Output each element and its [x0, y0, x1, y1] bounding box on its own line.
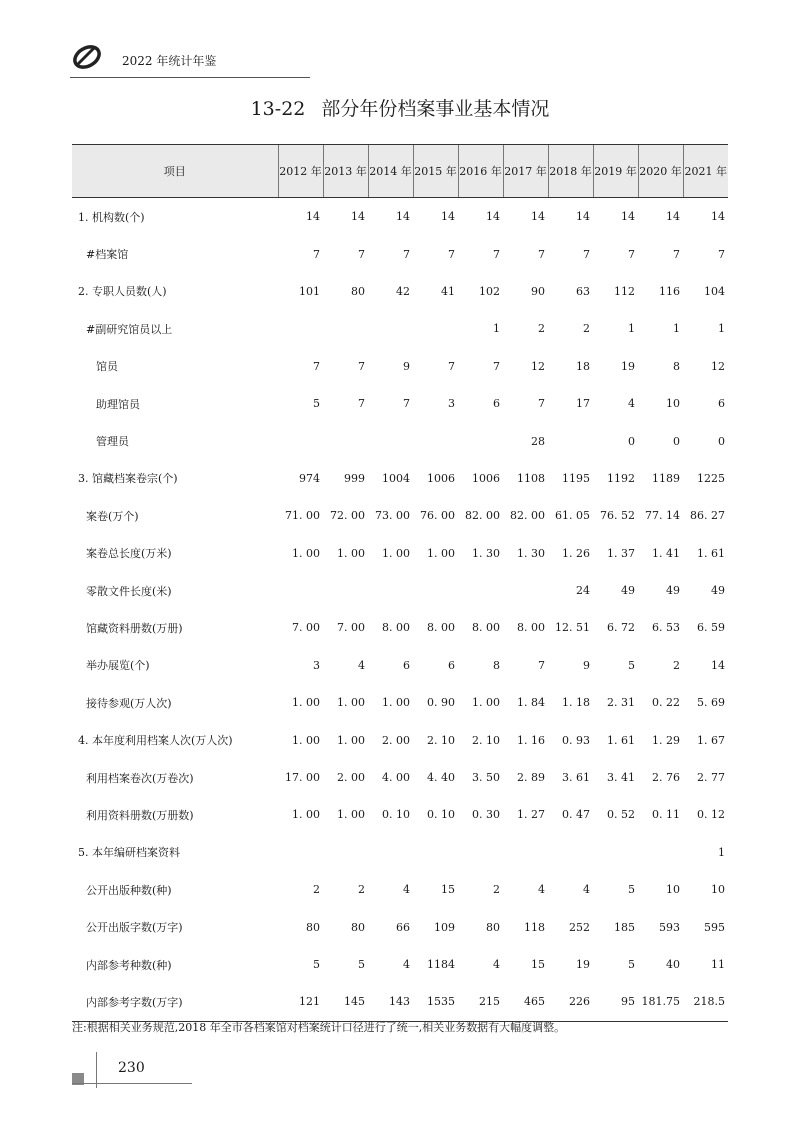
table-cell: 5 — [628, 958, 635, 971]
table-cell — [278, 310, 323, 347]
table-cell: 49 — [666, 584, 680, 598]
table-cell — [413, 572, 458, 609]
table-cell: 112 — [614, 284, 635, 298]
table-cell: 595 — [704, 920, 725, 934]
table-cell: 8. 00 — [517, 621, 545, 635]
table-cell: 12 — [711, 359, 725, 373]
table-cell: 2 — [358, 883, 365, 897]
table-cell: 12 — [531, 359, 545, 373]
row-label: 2. 专职人员数(人) — [78, 285, 167, 299]
table-cell: 80 — [306, 920, 320, 934]
table-cell: 7 — [628, 247, 635, 261]
row-label: 馆藏资料册数(万册) — [86, 621, 183, 635]
table-cell — [368, 572, 413, 609]
row-label: 公开出版字数(万字) — [86, 921, 183, 935]
table-cell: 17 — [576, 397, 590, 411]
table-row — [72, 235, 728, 272]
table-cell: 7 — [493, 247, 500, 261]
table-cell: 80 — [351, 284, 365, 298]
column-header-year: 2015 年 — [413, 145, 458, 198]
table-cell: 974 — [299, 471, 320, 485]
table-cell: 5. 69 — [697, 696, 725, 710]
table-cell — [323, 310, 368, 347]
table-cell: 2 — [673, 658, 680, 672]
table-cell: 1. 00 — [382, 546, 410, 560]
table-cell: 73. 00 — [375, 509, 410, 523]
table-cell: 143 — [368, 983, 413, 1021]
table-cell: 1. 00 — [292, 696, 320, 710]
table-cell — [503, 834, 548, 871]
table-cell: 14 — [621, 210, 635, 224]
table-cell: 1006 — [427, 471, 455, 485]
table-row — [72, 460, 728, 497]
table-cell: 7 — [493, 359, 500, 373]
table-cell: 3. 41 — [607, 771, 635, 785]
table-row — [72, 871, 728, 908]
table-cell: 82. 00 — [465, 509, 500, 523]
table-cell: 4. 40 — [427, 771, 455, 785]
table-cell: 1184 — [427, 958, 455, 971]
table-cell: 17. 00 — [285, 771, 320, 785]
table-cell: 6 — [718, 397, 725, 411]
table-cell: 2. 00 — [382, 733, 410, 747]
row-label: #副研究馆员以上 — [86, 322, 173, 336]
table-cell: 1. 18 — [562, 696, 590, 710]
table-cell: 1. 00 — [337, 808, 365, 822]
table-row — [72, 310, 728, 347]
table-cell: 10 — [666, 397, 680, 411]
column-header-year: 2019 年 — [593, 145, 638, 198]
table-cell: 5 — [628, 658, 635, 672]
column-header-year: 2018 年 — [548, 145, 593, 198]
table-cell: 2. 10 — [472, 733, 500, 747]
table-row — [72, 385, 728, 422]
table-cell — [503, 572, 548, 609]
table-cell: 109 — [434, 920, 455, 934]
table-cell: 4 — [403, 958, 410, 971]
table-cell: 593 — [659, 920, 680, 934]
table-cell: 2. 10 — [427, 733, 455, 747]
table-cell: 218.5 — [683, 983, 728, 1021]
table-cell — [638, 834, 683, 871]
table-cell — [323, 572, 368, 609]
table-cell: 14 — [666, 210, 680, 224]
row-label: 案卷(万个) — [86, 509, 139, 523]
table-cell: 0. 52 — [607, 808, 635, 822]
table-cell: 72. 00 — [330, 509, 365, 523]
table-cell: 6 — [403, 658, 410, 672]
table-cell: 1 — [718, 845, 725, 859]
table-cell — [458, 572, 503, 609]
table-cell — [548, 834, 593, 871]
table-cell: 181.75 — [638, 983, 683, 1021]
table-cell: 80 — [351, 920, 365, 934]
table-row — [72, 273, 728, 310]
table-cell: 7 — [358, 397, 365, 411]
table-cell: 14 — [396, 210, 410, 224]
table-cell: 3. 61 — [562, 771, 590, 785]
row-label: 举办展览(个) — [86, 659, 150, 673]
table-cell: 0. 10 — [427, 808, 455, 822]
table-cell: 1 — [628, 322, 635, 336]
table-cell: 4 — [493, 958, 500, 971]
table-cell: 12. 51 — [555, 621, 590, 635]
table-cell — [413, 310, 458, 347]
table-cell: 66 — [396, 920, 410, 934]
table-cell: 86. 27 — [690, 509, 725, 523]
table-cell — [368, 310, 413, 347]
table-row — [72, 908, 728, 945]
table-row — [72, 198, 728, 236]
table-cell: 7 — [403, 397, 410, 411]
table-cell: 41 — [441, 284, 455, 298]
table-cell: 4 — [583, 883, 590, 897]
table-cell: 90 — [531, 284, 545, 298]
table-cell: 6. 72 — [607, 621, 635, 635]
table-cell — [278, 422, 323, 459]
table-cell: 80 — [486, 920, 500, 934]
table-cell: 7 — [358, 247, 365, 261]
table-number: 13-22 — [250, 98, 306, 120]
column-header-year: 2021 年 — [683, 145, 728, 198]
table-cell: 1195 — [562, 471, 590, 485]
table-cell: 7 — [538, 397, 545, 411]
table-cell: 4 — [538, 883, 545, 897]
table-cell — [413, 834, 458, 871]
table-cell: 71. 00 — [285, 509, 320, 523]
table-cell: 77. 14 — [645, 509, 680, 523]
table-cell: 4. 00 — [382, 771, 410, 785]
table-cell: 82. 00 — [510, 509, 545, 523]
table-cell: 7 — [538, 658, 545, 672]
table-cell: 7 — [313, 247, 320, 261]
table-cell: 1108 — [517, 471, 545, 485]
column-header-year: 2016 年 — [458, 145, 503, 198]
table-cell: 1. 00 — [337, 546, 365, 560]
table-cell: 1004 — [382, 471, 410, 485]
table-cell: 252 — [569, 920, 590, 934]
table-row — [72, 684, 728, 721]
table-cell: 1. 00 — [292, 808, 320, 822]
table-cell: 14 — [531, 210, 545, 224]
table-cell — [368, 422, 413, 459]
table-row — [72, 572, 728, 609]
table-cell: 1. 16 — [517, 733, 545, 747]
table-cell: 8 — [493, 658, 500, 672]
row-label: #档案馆 — [86, 248, 129, 262]
table-row — [72, 983, 728, 1021]
table-cell: 7 — [538, 247, 545, 261]
table-cell: 0. 47 — [562, 808, 590, 822]
table-title: 部分年份档案事业基本情况 — [321, 98, 550, 120]
table-cell: 5 — [358, 958, 365, 971]
table-cell — [323, 422, 368, 459]
yearbook-logo-icon — [72, 42, 102, 72]
table-cell: 5 — [313, 397, 320, 411]
table-row — [72, 796, 728, 833]
row-label: 3. 馆藏档案卷宗(个) — [78, 472, 178, 486]
table-cell: 0 — [628, 434, 635, 448]
table-cell: 2 — [313, 883, 320, 897]
table-cell: 0. 93 — [562, 733, 590, 747]
table-cell — [548, 422, 593, 459]
table-cell: 2 — [493, 883, 500, 897]
table-cell: 14 — [711, 210, 725, 224]
table-cell: 0. 22 — [652, 696, 680, 710]
table-cell: 76. 00 — [420, 509, 455, 523]
table-row — [72, 609, 728, 646]
table-cell: 8. 00 — [427, 621, 455, 635]
table-cell: 226 — [548, 983, 593, 1021]
table-cell: 1 — [493, 322, 500, 336]
table-cell: 1. 37 — [607, 546, 635, 560]
table-cell: 1192 — [607, 471, 635, 485]
table-cell: 1. 41 — [652, 546, 680, 560]
table-cell: 19 — [621, 359, 635, 373]
table-cell: 104 — [704, 284, 725, 298]
table-cell: 2 — [538, 322, 545, 336]
table-row — [72, 497, 728, 534]
table-cell: 1. 61 — [607, 733, 635, 747]
table-cell: 28 — [531, 434, 545, 448]
table-row — [72, 834, 728, 871]
table-cell: 14 — [486, 210, 500, 224]
row-label: 管理员 — [96, 435, 129, 449]
row-label: 5. 本年编研档案资料 — [78, 846, 180, 860]
column-header-year: 2014 年 — [368, 145, 413, 198]
table-row — [72, 422, 728, 459]
table-row — [72, 535, 728, 572]
table-cell: 76. 52 — [600, 509, 635, 523]
table-row — [72, 647, 728, 684]
table-cell: 61. 05 — [555, 509, 590, 523]
table-cell: 7. 00 — [337, 621, 365, 635]
table-cell: 1. 00 — [292, 733, 320, 747]
table-cell: 1. 29 — [652, 733, 680, 747]
table-cell: 121 — [278, 983, 323, 1021]
table-cell: 0. 10 — [382, 808, 410, 822]
table-cell: 8 — [673, 359, 680, 373]
table-cell: 1. 26 — [562, 546, 590, 560]
table-row — [72, 759, 728, 796]
table-cell: 7 — [403, 247, 410, 261]
table-cell: 6 — [493, 397, 500, 411]
table-cell: 6. 53 — [652, 621, 680, 635]
column-header-year: 2017 年 — [503, 145, 548, 198]
table-cell: 2. 76 — [652, 771, 680, 785]
table-cell — [368, 834, 413, 871]
footer-horizontal-rule — [72, 1083, 192, 1084]
column-header-item: 项目 — [72, 145, 278, 198]
row-label: 1. 机构数(个) — [78, 210, 145, 224]
table-cell: 2. 00 — [337, 771, 365, 785]
table-cell: 14 — [576, 210, 590, 224]
table-cell: 3. 50 — [472, 771, 500, 785]
table-cell: 116 — [659, 284, 680, 298]
column-header-year: 2013 年 — [323, 145, 368, 198]
row-label: 馆员 — [96, 360, 118, 374]
table-cell: 465 — [503, 983, 548, 1021]
table-cell: 4 — [628, 397, 635, 411]
table-body — [72, 198, 728, 1022]
table-cell: 7 — [313, 359, 320, 373]
table-cell: 95 — [593, 983, 638, 1021]
table-cell: 0. 90 — [427, 696, 455, 710]
table-cell: 3 — [313, 658, 320, 672]
table-cell: 6 — [448, 658, 455, 672]
table-cell: 15 — [531, 958, 545, 971]
column-header-year: 2020 年 — [638, 145, 683, 198]
row-label: 案卷总长度(万米) — [86, 547, 172, 561]
table-cell: 18 — [576, 359, 590, 373]
table-cell: 2 — [583, 322, 590, 336]
table-cell: 9 — [583, 658, 590, 672]
table-cell: 15 — [441, 883, 455, 897]
table-cell: 1. 00 — [337, 733, 365, 747]
table-cell: 4 — [403, 883, 410, 897]
table-cell: 7 — [673, 247, 680, 261]
table-cell: 1. 61 — [697, 546, 725, 560]
table-row — [72, 721, 728, 758]
table-cell: 1. 00 — [337, 696, 365, 710]
table-cell: 14 — [711, 658, 725, 672]
table-header-row — [72, 145, 728, 198]
table-row — [72, 946, 728, 983]
row-label: 内部参考种数(种) — [86, 958, 172, 972]
row-label: 接待参观(万人次) — [86, 696, 172, 710]
table-cell: 1 — [718, 322, 725, 336]
table-cell: 8. 00 — [472, 621, 500, 635]
table-cell: 49 — [621, 584, 635, 598]
page-number: 230 — [118, 1060, 145, 1076]
table-cell: 1006 — [472, 471, 500, 485]
table-cell: 0 — [673, 434, 680, 448]
table-cell: 1. 67 — [697, 733, 725, 747]
table-cell: 5 — [313, 958, 320, 971]
table-cell — [593, 834, 638, 871]
table-cell: 42 — [396, 284, 410, 298]
table-cell: 145 — [323, 983, 368, 1021]
table-cell: 40 — [666, 958, 680, 971]
row-label: 助理馆员 — [96, 397, 140, 411]
table-cell: 63 — [576, 284, 590, 298]
table-cell: 7 — [358, 359, 365, 373]
table-cell: 118 — [524, 920, 545, 934]
table-cell: 0. 11 — [652, 808, 680, 822]
table-cell: 999 — [344, 471, 365, 485]
table-cell: 4 — [358, 658, 365, 672]
table-cell: 0. 30 — [472, 808, 500, 822]
table-cell: 14 — [441, 210, 455, 224]
table-cell: 1225 — [697, 471, 725, 485]
row-label: 内部参考字数(万字) — [72, 983, 278, 1021]
table-cell — [413, 422, 458, 459]
table-cell: 8. 00 — [382, 621, 410, 635]
table-cell: 101 — [299, 284, 320, 298]
table-cell: 7 — [448, 359, 455, 373]
table-cell: 1. 00 — [472, 696, 500, 710]
table-cell — [323, 834, 368, 871]
table-cell: 24 — [576, 584, 590, 598]
table-cell: 1. 84 — [517, 696, 545, 710]
table-cell: 1. 27 — [517, 808, 545, 822]
table-cell — [278, 572, 323, 609]
table-cell: 1189 — [652, 471, 680, 485]
table-cell: 1. 00 — [292, 546, 320, 560]
table-cell — [278, 834, 323, 871]
table-cell — [458, 422, 503, 459]
table-cell: 1. 30 — [517, 546, 545, 560]
yearbook-title: 2022 年统计年鉴 — [122, 54, 217, 68]
table-cell: 19 — [576, 958, 590, 971]
row-label: 利用资料册数(万册数) — [86, 808, 194, 822]
table-cell: 10 — [711, 883, 725, 897]
table-cell: 6. 59 — [697, 621, 725, 635]
column-header-year: 2012 年 — [278, 145, 323, 198]
table-cell: 1535 — [413, 983, 458, 1021]
table-cell: 0. 12 — [697, 808, 725, 822]
table-cell: 7 — [448, 247, 455, 261]
table-cell: 2. 31 — [607, 696, 635, 710]
table-cell: 7 — [718, 247, 725, 261]
table-cell: 1 — [673, 322, 680, 336]
table-cell: 215 — [458, 983, 503, 1021]
table-cell: 3 — [448, 397, 455, 411]
table-cell: 10 — [666, 883, 680, 897]
archives-table — [72, 144, 728, 1022]
table-cell: 102 — [479, 284, 500, 298]
table-cell: 9 — [403, 359, 410, 373]
row-label: 利用档案卷次(万卷次) — [86, 771, 194, 785]
table-cell: 2. 89 — [517, 771, 545, 785]
header-divider — [70, 77, 310, 78]
row-label: 公开出版种数(种) — [86, 883, 172, 897]
table-cell: 1. 00 — [427, 546, 455, 560]
table-cell: 7. 00 — [292, 621, 320, 635]
table-cell: 2. 77 — [697, 771, 725, 785]
table-row — [72, 348, 728, 385]
table-cell: 1. 00 — [382, 696, 410, 710]
table-cell: 14 — [351, 210, 365, 224]
table-cell: 0 — [718, 434, 725, 448]
table-cell: 14 — [306, 210, 320, 224]
table-cell: 11 — [711, 958, 725, 971]
table-cell: 185 — [614, 920, 635, 934]
page-title — [0, 94, 800, 121]
table-cell: 49 — [711, 584, 725, 598]
table-cell: 1. 30 — [472, 546, 500, 560]
footnote: 注:根据相关业务规范,2018 年全市各档案馆对档案统计口径进行了统一,相关业务数据有大幅度调整。 — [72, 1021, 566, 1034]
row-label: 4. 本年度利用档案人次(万人次) — [78, 734, 233, 748]
table-cell: 7 — [583, 247, 590, 261]
table-cell — [458, 834, 503, 871]
row-label: 零散文件长度(米) — [86, 584, 172, 598]
table-cell: 5 — [628, 883, 635, 897]
